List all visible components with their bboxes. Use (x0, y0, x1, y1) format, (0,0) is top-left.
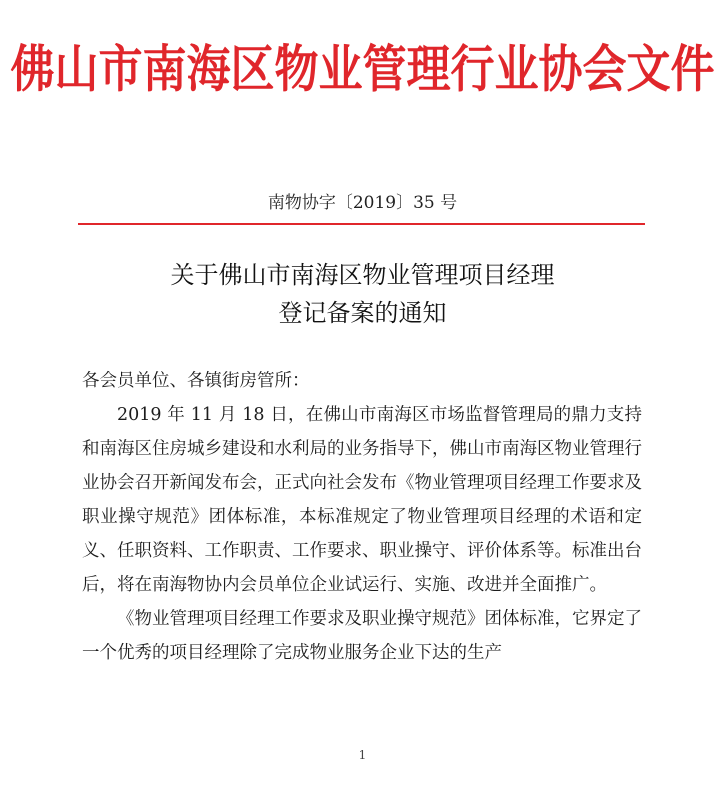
page-number: 1 (358, 748, 367, 762)
notice-body (82, 364, 642, 670)
salutation: 各会员单位、各镇街房管所： (82, 371, 310, 391)
organization-header: 佛山市南海区物业管理行业协会文件 (10, 40, 715, 100)
red-divider-line (78, 223, 645, 225)
document-number: 南物协字〔2019〕35 号 (267, 193, 458, 213)
notice-title (0, 256, 725, 332)
title-line-2: 登记备案的通知 (278, 299, 447, 327)
paragraph-1: 2019 年 11 月 18 日，在佛山市南海区市场监督管理局的鼎力支持和南海区住房城乡建设和水利局的业务指导下，佛山市南海区物业管理行业协会召开新闻发布会，正式向社会发布《物业管理项目经理工作要求及职业操守规范》团体标准，本标准规定了物业管理项目经理的术语和定义、任职资料、工作职责、工作要求、职业操守、评价体系等。标准出台后，将在南海物协内会员单位企业试运行、实施、改进并全面推广。 (82, 405, 642, 595)
paragraph-2: 《物业管理项目经理工作要求及职业操守规范》团体标准，它界定了一个优秀的项目经理除了完成物业服务企业下达的生产 (82, 609, 642, 663)
title-line-1: 关于佛山市南海区物业管理项目经理 (170, 261, 555, 289)
